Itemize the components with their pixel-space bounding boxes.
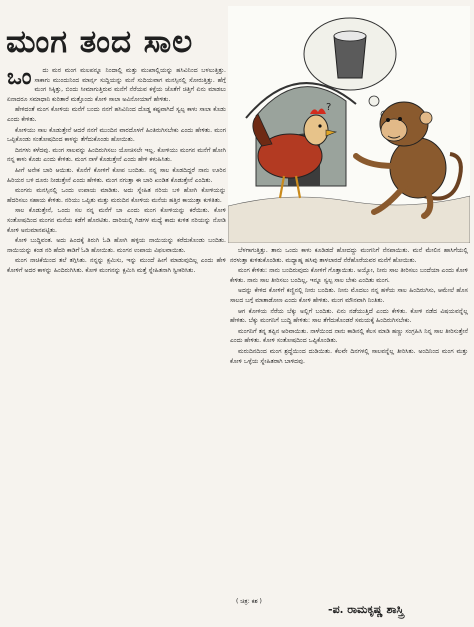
paragraph: ಮಂಗ ನಾಚಿಕೆಯಿಂದ ತಲೆ ತಗ್ಗಿಸಿತು. ನನ್ನನ್ನು ಕ್ಷಮಿಸು, ಇನ್ನು ಮುಂದೆ ಹೀಗೆ ಮಾಡುವುದಿಲ್ಲ ಎಂದು ಹೇಳಿ ಕೋಳಿಗೆ ಅದರ ಕಾಳನ್ನು ಹಿಂದಿರುಗಿಸಿತು. ಕೋಳಿ ಮಂಗನನ್ನು ಕ್ಷಮಿಸಿ ಮತ್ತೆ ಸ್ನೇಹಿತನಾಗಿ ಸ್ವೀಕರಿಸಿತು. <box>7 257 226 274</box>
illustration-credit: ( ಚಿತ್ರ: ಕಶ ) <box>236 598 262 605</box>
story-illustration <box>228 6 470 243</box>
left-text-column <box>7 66 226 589</box>
paragraph: ಬೆಳಗಾಗುತ್ತಿತ್ತು. ತಾನು ಒಂದು ಕಾಳು ಕೂಡಿಡದೆ ಹೋದದ್ದು ಮಂಗನಿಗೆ ನೆನಪಾಯಿತು. ಮನೆ ಮೇಲಿನ ಹಾಸಿಗೆಯಲ್ಲಿ ನರಳುತ್ತಾ ಕುಳಿತುಕೊಂಡಿತು. ಮಧ್ಯಾಹ್ನ ಹಸಿವು ತಾಳಲಾರದೆ ನೆರೆಹೊರೆಯವರ ಮನೆಗೆ ಹೋಯಿತು. <box>230 247 468 264</box>
paragraph: ಕೋಳಿ ಬುದ್ಧಿವಂತ. ಅದು ಹಿಂದಕ್ಕೆ ತಿರುಗಿ ಓಡಿ ಹೋಗಿ ಹಳ್ಳಿಯ ನಾಯಿಯನ್ನು ಕರೆದುಕೊಂಡು ಬಂದಿತು. ನಾಯಿಯನ್ನು ಕಂಡ ನರಿ ಹೆದರಿ ಕಾಡಿಗೆ ಓಡಿ ಹೋಯಿತು. ಮಂಗನ ಉಪಾಯ ವಿಫಲವಾಯಿತು. <box>7 237 226 254</box>
monkey-icon <box>356 102 461 216</box>
author-signature: -ಪ. ರಾಮಕೃಷ್ಣ ಶಾಸ್ತ್ರಿ <box>328 603 404 616</box>
paragraph: ಹೇಳಿದಂತೆ ಮಂಗ ಕೋಳಿಯ ಮನೆಗೆ ಬಂದು ನನಗೆ ಹಸಿವಿನಿಂದ ದೊಡ್ಡ ಕಷ್ಟವಾಗಿದೆ ಸ್ವಲ್ಪ ಕಾಳು ಸಾಲಾ ಕೊಡು ಎಂದು ಕೇಳಿತು. <box>7 106 226 123</box>
drop-cap: ಒಂ <box>7 66 32 90</box>
paragraph: ಹೀಗೆ ಅನೇಕ ಬಾರಿ ಆಯಿತು. ಕೊನೆಗೆ ಕೋಳಿಗೆ ಕೋಪ ಬಂದಿತು. ನನ್ನ ಸಾಲ ಕೊಡದಿದ್ದರೆ ನಾನು ಊರಿನ ಹಿರಿಯರ ಬಳಿ ದೂರು ನೀಡುತ್ತೇನೆ ಎಂದು ಹೇಳಿತು. ಮಂಗ ನಗುತ್ತಾ ಈ ಬಾರಿ ಖಂಡಿತ ಕೊಡುತ್ತೇನೆ ಎಂದಿತು. <box>7 166 226 184</box>
right-text-column <box>230 246 468 595</box>
story-title: ಮಂಗ ತಂದ ಸಾಲ <box>6 24 194 60</box>
paragraph: ದು ಮರ ಮಂಗ ಮಲಪನ್ನೂ ನಿಂದಾಲ್ಲಿ ಮತ್ತು ಮುಖಾಲ್ಲಿಯನ್ನು ಹಸಿವಿನಿಂದ ಬಳಲುತ್ತಿತ್ತು. ಸಾಕಾಗು ಮುಂದುನಿಂದ ಮಾರ್ನ್ಸ ಸುದ್ದಿಯನ್ನು ಮನೆ ಸುದಿಯವಾಗ ಮನಸ್ಸಿನಲ್ಲಿ ಸೋರುತ್ತಿತ್ತು. ಹೆಗ್ಗೆ ಮಂಗ ಸಿಕ್ಕಿತ್ತು, ಬಿಂದು ಸೀಮಾಗುತ್ತಿರುವ ಮನೆಗೆ ನೆರೆಯವ ಕಳ್ಳೆಯ ಜೊತೆಗೆ ಚಿತ್ತಿಗೆ ಏನು ಮಾಡಲು ಏನಾದರೂ ಸಮಾಧಾನಿ ಕುರಿತಾರೆ ಮತ್ತೊಂದು ಕೋಳಿ ಸಾಲಾ ಅವಿನೋಯಾಗೆ ಹೇಳಿತು. <box>7 67 226 103</box>
paragraph: ದಿನಗಳು ಕಳೆದವು. ಮಂಗ ಸಾಲವನ್ನು ಹಿಂದಿರುಗಿಸಲು ಯೋಚಿಸಲೇ ಇಲ್ಲ. ಕೋಳಿಯು ಮಂಗನ ಮನೆಗೆ ಹೋಗಿ ನನ್ನ ಕಾಳು ಕೊಡು ಎಂದು ಕೇಳಿತು. ಮಂಗ ನಾಳೆ ಕೊಡುತ್ತೇನೆ ಎಂದು ಹೇಳಿ ಕಳುಹಿಸಿತು. <box>7 146 226 164</box>
svg-text:?: ? <box>326 102 332 113</box>
paragraph: ಅದನ್ನು ಕೇಳಿದ ಕೋಳಿಗೆ ಕಣ್ಣಿನಲ್ಲಿ ನೀರು ಬಂದಿತು. ನೀನು ಮೊದಲು ನನ್ನ ಹಳೆಯ ಸಾಲ ಹಿಂದಿರುಗಿಸು, ಆಮೇಲೆ ಹೊಸ ಸಾಲದ ಬಗ್ಗೆ ಮಾತಾಡೋಣ ಎಂದು ಕೋಳಿ ಹೇಳಿತು. ಮಂಗ ಮೌನವಾಗಿ ನಿಂತಿತು. <box>230 287 468 304</box>
paragraph: ಆಗ ಕೋಳಿಯ ನೆರೆಯ ಬೆಕ್ಕು ಅಲ್ಲಿಗೆ ಬಂದಿತು. ಏನು ನಡೆಯುತ್ತಿದೆ ಎಂದು ಕೇಳಿತು. ಕೋಳಿ ನಡೆದ ವಿಷಯವನ್ನೆಲ್ಲ ಹೇಳಿತು. ಬೆಕ್ಕು ಮಂಗನಿಗೆ ಬುದ್ಧಿ ಹೇಳಿತು: ಸಾಲ ತೆಗೆದುಕೊಂಡರೆ ಸಮಯಕ್ಕೆ ಹಿಂದಿರುಗಿಸಬೇಕು. <box>230 307 468 325</box>
paragraph: ಮಂಗನು ಮನಸ್ಸಿನಲ್ಲಿ ಒಂದು ಉಪಾಯ ಮಾಡಿತು. ಅದು ಸ್ನೇಹಿತ ನರಿಯ ಬಳಿ ಹೋಗಿ ಕೋಳಿಯನ್ನು ಹೆದರಿಸಲು ಸಹಾಯ ಕೇಳಿತು. ನರಿಯು ಒಪ್ಪಿತು ಮತ್ತು ಮರುದಿನ ಕೋಳಿಯ ಮನೆಯ ಹತ್ತಿರ ಕಾಯುತ್ತಾ ಕುಳಿತಿತು. <box>7 187 226 204</box>
paragraph: ಮರುದಿನದಿಂದ ಮಂಗ ಶ್ರದ್ಧೆಯಿಂದ ದುಡಿಯಿತು. ಕೆಲವೇ ದಿನಗಳಲ್ಲಿ ಸಾಲವನ್ನೆಲ್ಲ ತೀರಿಸಿತು. ಅಂದಿನಿಂದ ಮಂಗ ಮತ್ತು ಕೋಳಿ ಒಳ್ಳೆಯ ಸ್ನೇಹಿತರಾಗಿ ಬಾಳಿದವು. <box>230 347 468 365</box>
paragraph: ಮಂಗನಿಗೆ ತನ್ನ ತಪ್ಪಿನ ಅರಿವಾಯಿತು. ನಾಳೆಯಿಂದ ನಾನು ಕಾಡಿನಲ್ಲಿ ಕೆಲಸ ಮಾಡಿ ಹಣ್ಣು ಸಂಗ್ರಹಿಸಿ ನಿನ್ನ ಸಾಲ ತೀರಿಸುತ್ತೇನೆ ಎಂದು ಹೇಳಿತು. ಕೋಳಿ ಸಂತೋಷದಿಂದ ಒಪ್ಪಿಕೊಂಡಿತು. <box>230 327 468 345</box>
paragraph: ಸಾಲ ಕೊಡುತ್ತೇನೆ, ಒಂದು ಸಲ ನನ್ನ ಮನೆಗೆ ಬಾ ಎಂದು ಮಂಗ ಕೋಳಿಯನ್ನು ಕರೆಯಿತು. ಕೋಳಿ ಸಂತೋಷದಿಂದ ಮಂಗನ ಮನೆಯ ಕಡೆಗೆ ಹೊರಟಿತು. ದಾರಿಯಲ್ಲಿ ಗಿಡಗಳ ಮಧ್ಯೆ ಕಾದು ಕುಳಿತ ನರಿಯನ್ನು ನೋಡಿ ಕೋಳಿ ಅನುಮಾನಪಟ್ಟಿತು. <box>7 207 226 234</box>
paragraph: ಕೋಳಿಯು ಸಾಲ ಕೊಡುತ್ತೇನೆ ಆದರೆ ನನಗೆ ಮುಂದಿನ ವಾರದೊಳಗೆ ಹಿಂತಿರುಗಿಸಬೇಕು ಎಂದು ಹೇಳಿತು. ಮಂಗ ಒಪ್ಪಿಕೊಂಡು ಸಂತೋಷದಿಂದ ಕಾಳನ್ನು ತೆಗೆದುಕೊಂಡು ಹೋಯಿತು. <box>7 126 226 144</box>
paragraph: ಮಂಗ ಕೇಳಿತು: ನಾನು ಬಂದಿರುವುದು ಕೋಳಿಗೆ ಗೊತ್ತಾಯಿತು. ಅಯ್ಯೋ, ನೀನು ಸಾಲ ತೀರಿಸಲು ಬಂದೆಯಾ ಎಂದು ಕೋಳಿ ಕೇಳಿತು. ನಾನು ಸಾಲ ತೀರಿಸಲು ಬಂದಿಲ್ಲ, ಇನ್ನೂ ಸ್ವಲ್ಪ ಸಾಲ ಬೇಕು ಎಂದಿತು ಮಂಗ. <box>230 267 468 284</box>
ground <box>228 196 470 243</box>
